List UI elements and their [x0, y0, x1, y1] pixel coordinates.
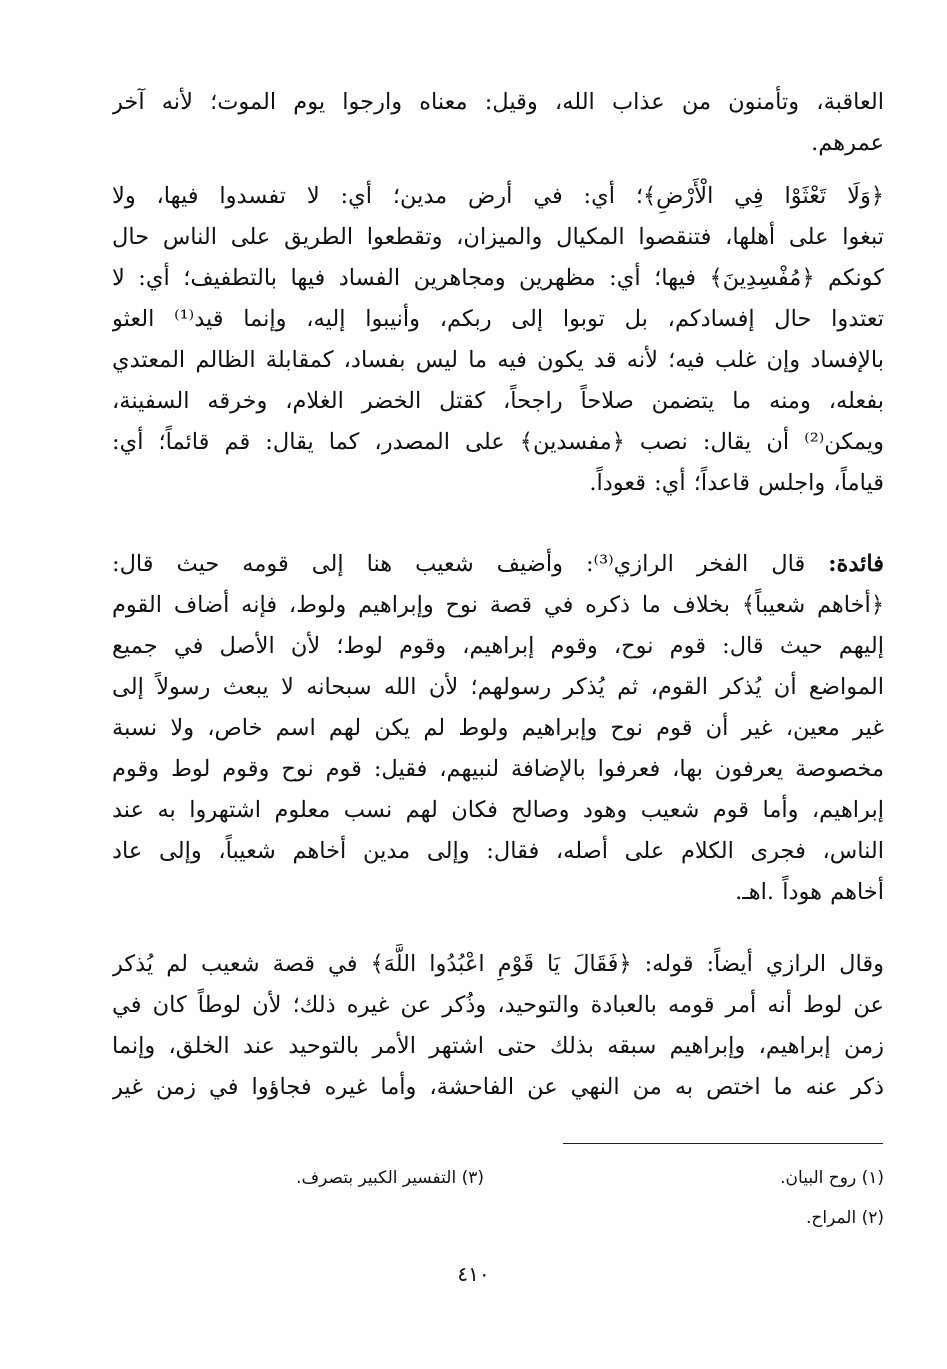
paragraph-1: [112, 82, 884, 164]
text-line: إليهم حيث قال: قوم نوح، وقوم إبراهيم، وقوم لوط؛ لأن الأصل في جميع: [112, 633, 884, 659]
text-line: ﴿أخاهم شعيباً﴾ بخلاف ما ذكره في قصة نوح وإبراهيم ولوط، فإنه أضاف القوم: [112, 592, 884, 618]
footnote-divider: [563, 1143, 883, 1144]
footnote-1: (١) روح البيان.: [780, 1168, 884, 1188]
text-line: بفعله، ومنه ما يتضمن صلاحاً راجحاً، كقتل الخضر الغلام، وخرقه السفينة،: [112, 388, 884, 414]
text-line: وقال الرازي أيضاً: قوله: ﴿فَقَالَ يَا قَوْمِ اعْبُدُوا اللَّهَ﴾ في قصة شعيب لم يُذكر: [112, 951, 884, 977]
text-line: قياماً، واجلس قاعداً؛ أي: قعوداً.: [589, 470, 884, 496]
text-line: ﴿وَلَا تَعْثَوْا فِي الْأَرْضِ﴾؛ أي: في أرض مدين؛ أي: لا تفسدوا فيها، ولا: [112, 183, 884, 209]
paragraph-4: [112, 944, 884, 1108]
text-line: كونكم ﴿مُفْسِدِينَ﴾ فيها؛ أي: مظهرين ومجاهرين الفساد فيها بالتطفيف؛ أي: لا: [112, 265, 884, 291]
text-line: ويمكن⁽²⁾ أن يقال: نصب ﴿مفسدين﴾ على المصدر، كما يقال: قم قائماً؛ أي:: [112, 429, 884, 455]
footnote-3: (٣) التفسير الكبير بتصرف.: [296, 1168, 484, 1188]
text-line: أخاهم هوداً .اهـ.: [735, 879, 884, 905]
faida-label: فائدة:: [828, 551, 884, 577]
text-line: العاقبة، وتأمنون من عذاب الله، وقيل: معناه وارجوا يوم الموت؛ لأنه آخر: [112, 89, 884, 115]
text-line: تبغوا على أهلها، فتنقصوا المكيال والميزان، وتقطعوا الطريق على الناس حال: [112, 224, 884, 250]
text-line: ذكر عنه ما اختص به من النهي عن الفاحشة، وأما غيره فجاؤوا في زمن غير: [112, 1074, 884, 1100]
paragraph-3: [112, 544, 884, 913]
text-line: بالإفساد وإن غلب فيه؛ لأنه قد يكون فيه ما ليس بفساد، كمقابلة الظالم المعتدي: [112, 347, 884, 373]
text-line: تعتدوا حال إفسادكم، بل توبوا إلى ربكم، وأنيبوا إليه، وإنما قيد⁽¹⁾ العثو: [112, 306, 884, 332]
text-line: عن لوط أنه أمر قومه بالعبادة والتوحيد، وذُكر عن غيره ذلك؛ لأن لوطاً كان في: [112, 992, 884, 1018]
text-line: الناس، فجرى الكلام على أصله، فقال: وإلى مدين أخاهم شعيباً، وإلى عاد: [112, 838, 884, 864]
text-line: غير معين، غير أن قوم نوح وإبراهيم ولوط لم يكن لهم اسم خاص، ولا نسبة: [112, 715, 884, 741]
page-number: ٤١٠: [457, 1262, 490, 1286]
text-line-rest: قال الفخر الرازي⁽³⁾: وأضيف شعيب هنا إلى قومه حيث قال:: [112, 551, 829, 577]
text-line: إبراهيم، وأما قوم شعيب وهود وصالح فكان لهم نسب معلوم اشتهروا به عند: [112, 797, 884, 823]
footnote-2: (٢) المراح.: [805, 1208, 884, 1228]
text-line: زمن إبراهيم، وإبراهيم سبقه بذلك حتى اشتهر الأمر بالتوحيد عند الخلق، وإنما: [112, 1033, 884, 1059]
text-line: مخصوصة يعرفون بها، فعرفوا بالإضافة لنبيهم، فقيل: قوم نوح وقوم لوط وقوم: [112, 756, 884, 782]
paragraph-2: [112, 176, 884, 504]
text-line: [112, 544, 884, 585]
text-line: المواضع أن يُذكر القوم، ثم يُذكر رسولهم؛ لأن الله سبحانه لا يبعث رسولاً إلى: [112, 674, 884, 700]
text-line: عمرهم.: [811, 130, 884, 156]
